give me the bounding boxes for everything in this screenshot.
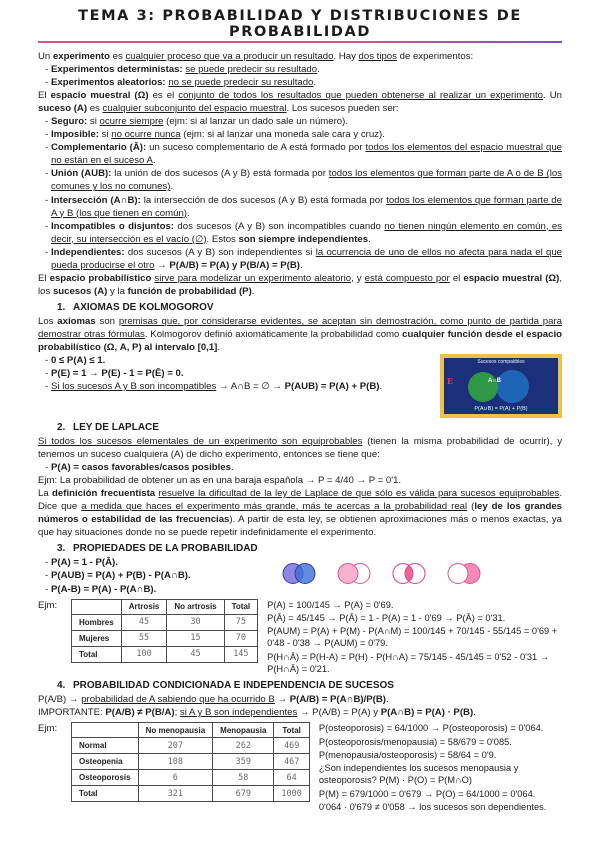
venn-intersection-filled-icon [387, 559, 431, 588]
bullet-marker: - [45, 557, 49, 569]
venn-left-filled-icon [332, 559, 376, 588]
menopausia-table [71, 722, 310, 802]
table-header-cell: Menopausia [213, 723, 274, 738]
result-line: P(A) = 100/145 → P(A) = 0'69. [267, 599, 394, 610]
bullet-text: Seguro: si ocurre siempre (ejm: si al lanzar un dado sale un número). [51, 116, 349, 128]
table-cell: 30 [167, 614, 224, 630]
table-row [72, 754, 310, 770]
paragraph-axiomas: Los axiomas son premisas que, por considerarse evidentes, se aceptan sin demostración, como punto de partida para demostrar otras fórmulas. Kolmogorov definió axiomáticamente la probabilidad como cualquier función desde el espacio probabilístico (Ω, A, P) al intervalo [0,1]. [38, 315, 563, 353]
result-line: 0'064 · 0'679 ≠ 0'058 → los sucesos son dependientes. [318, 801, 547, 812]
bullet-deterministas [38, 63, 562, 76]
table-header-cell [72, 723, 139, 738]
bullet-complementario [38, 141, 562, 167]
bullet-union [38, 167, 562, 193]
example-results [319, 722, 562, 814]
table-cell: 45 [167, 646, 224, 662]
table-cell: 679 [213, 786, 274, 802]
venn-union-filled-icon [277, 559, 321, 588]
bullet-axiom-1 [38, 354, 430, 367]
properties-list [38, 556, 263, 595]
bullet-property-3 [38, 583, 263, 596]
bullet-marker: - [45, 194, 49, 206]
bullet-aleatorios [38, 76, 562, 89]
bullet-property-1 [38, 556, 263, 569]
paragraph-espacio-probabilistico: El espacio probabilístico sirve para modelizar un experimento aleatorio, y está compuesto por el espacio muestral (Ω), los sucesos (A) y la función de probabilidad (P). [38, 272, 562, 297]
bullet-laplace-formula [38, 461, 562, 474]
section-title: AXIOMAS DE KOLMOGOROV [73, 301, 214, 313]
row-label: Osteoporosis [72, 770, 139, 786]
bullet-text: 0 ≤ P(A) ≤ 1. [51, 355, 106, 367]
figure-caption: Sucesos compatibles [477, 359, 525, 366]
bullet-text: Imposible: si no ocurre nunca (ejm: si al lanzar una moneda sale cara y cruz). [51, 129, 385, 141]
section-title: PROBABILIDAD CONDICIONADA E INDEPENDENCIA DE SUCESOS [73, 680, 394, 692]
table-cell: 100 [121, 646, 167, 662]
table-cell: 469 [274, 738, 309, 754]
bullet-imposible [38, 128, 562, 141]
table-row [72, 630, 258, 646]
table-cell: 207 [138, 738, 213, 754]
result-line: P(osteoporosis) = 64/1000 → P(osteoporosis) = 0'064. [318, 723, 544, 734]
table-cell: 359 [213, 754, 274, 770]
table-row [72, 614, 258, 630]
artrosis-table [71, 599, 258, 663]
result-line: P(menopausia/osteoporosis) = 58/64 = 0'9. [318, 749, 497, 760]
table-header-cell: Total [224, 599, 258, 614]
result-line: P(AUM) = P(A) + P(M) - P(A∩M) = 100/145 + 70/145 - 55/145 = 0'69 + 0'48 - 0'38 → P(AUM) = 0'79. [267, 626, 558, 649]
table-row [72, 646, 258, 662]
table-cell: 467 [274, 754, 309, 770]
table-header-cell: No menopausia [138, 723, 213, 738]
kolmogorov-venn-figure [440, 354, 562, 418]
bullet-marker: - [45, 570, 49, 582]
section-heading-laplace [38, 421, 562, 434]
bullet-marker: - [45, 129, 49, 141]
bullet-marker: - [45, 168, 49, 180]
venn-right-filled-icon [442, 559, 486, 588]
bullet-text: Si los sucesos A y B son incompatibles → A∩B = ∅ → P(AUB) = P(A) + P(B). [51, 381, 383, 393]
set-a-circle [468, 372, 498, 402]
example-artrosis [38, 599, 562, 677]
venn-panel [444, 358, 558, 414]
section-number: 4. [57, 680, 66, 692]
page-title: TEMA 3: PROBABILIDAD Y DISTRIBUCIONES DE PROBABILIDAD [38, 8, 562, 43]
section-title: LEY DE LAPLACE [73, 422, 159, 434]
bullet-marker: - [45, 77, 49, 89]
paragraph-condicionada: P(A/B) → probabilidad de A sabiendo que ha ocurrido B → P(A/B) = P(A∩B)/P(B). [38, 694, 389, 706]
bullet-marker: - [45, 381, 49, 393]
table-cell: 55 [121, 630, 167, 646]
table-cell: 1000 [274, 786, 309, 802]
row-label: Normal [72, 738, 139, 754]
result-line: P(H∩Ā) = P(H-A) = P(H) - P(H∩A) = 75/145 - 45/145 = 0'52 - 0'31 → P(H∩Ā) = 0'21. [267, 651, 550, 674]
bullet-text: P(A) = 1 - P(Ā). [51, 557, 118, 569]
bullet-marker: - [45, 64, 49, 76]
bullet-independientes [38, 246, 562, 272]
example-label: Ejm: [38, 599, 58, 611]
result-line: P(osteoporosis/menopausia) = 58/679 = 0'085. [318, 736, 512, 747]
table-row [72, 770, 310, 786]
bullet-text: Unión (AUB): la unión de dos sucesos (A y B) está formada por todos los elementos que forman parte de A o de B (los comunes y los no comunes). [51, 168, 562, 193]
section-heading-axiomas [38, 301, 562, 314]
bullet-text: P(A) = casos favorables/casos posibles. [51, 462, 234, 474]
section-number: 2. [57, 422, 66, 434]
result-line: P(M) = 679/1000 = 0'679 → P(O) = 64/1000 = 0'064. [318, 788, 536, 799]
bullet-seguro [38, 115, 562, 128]
axioms-row [38, 354, 562, 418]
bullet-marker: - [45, 462, 49, 474]
paragraph-espacio-muestral: El espacio muestral (Ω) es el conjunto de todos los resultados que pueden obtenerse al realizar un experimento. Un suceso (A) es cualquier subconjunto del espacio muestral. Los sucesos pueden ser: [38, 90, 562, 115]
paragraph-importante: IMPORTANTE: P(A/B) ≠ P(B/A); si A y B son independientes → P(A/B) = P(A) y P(A∩B) = P(A) · P(B). [38, 707, 476, 719]
union-formula: P(A∪B) = P(A) + P(B) [474, 406, 528, 413]
paragraph-experimento: Un experimento es cualquier proceso que va a producir un resultado. Hay dos tipos de experimentos: [38, 51, 474, 62]
row-label: Hombres [72, 614, 122, 630]
table-header-cell: No artrosis [167, 599, 224, 614]
row-label: Total [72, 786, 139, 802]
table-cell: 70 [224, 630, 258, 646]
table-cell: 45 [121, 614, 167, 630]
row-label: Total [72, 646, 122, 662]
table-header-row [72, 599, 258, 614]
bullet-text: Independientes: dos sucesos (A y B) son independientes si la ocurrencia de uno de ellos no afecta para nada el que pueda producirse el otro → P(A/B) = P(A) y P(B/A) = P(B). [51, 246, 562, 271]
bullet-marker: - [45, 220, 49, 232]
bullet-text: Experimentos aleatorios: no se puede predecir su resultado. [51, 77, 317, 89]
table-cell: 58 [213, 770, 274, 786]
axioms-list [38, 354, 430, 393]
paragraph-frecuentista: La definición frecuentista resuelve la dificultad de la ley de Laplace de que sólo es válida para sucesos equiprobables. Dice que a medida que haces el experimento más grande, más te acercas a la probabilidad real (ley de los grandes números o estabilidad de las frecuencias). A partir de esta ley, se obtienen aproximaciones más o menos exactas, ya que hay situaciones donde no se puede repetir indefinidamente el experimento. [38, 488, 563, 539]
table-row [72, 738, 310, 754]
table-cell: 262 [213, 738, 274, 754]
bullet-marker: - [45, 355, 49, 367]
table-row [72, 786, 310, 802]
row-label: Osteopenia [72, 754, 139, 770]
section-number: 3. [57, 543, 66, 555]
bullet-marker: - [45, 368, 49, 380]
venn-stamps-row [277, 556, 486, 588]
bullet-text: P(AUB) = P(A) + P(B) - P(A∩B). [51, 570, 191, 582]
bullet-marker: - [45, 142, 49, 154]
bullet-axiom-3 [38, 380, 430, 393]
bullet-marker: - [45, 583, 49, 595]
example-label: Ejm: [38, 723, 58, 735]
table-cell: 75 [224, 614, 258, 630]
properties-row [38, 556, 562, 595]
bullet-marker: - [45, 116, 49, 128]
bullet-text: Incompatibles o disjuntos: dos sucesos (A y B) son incompatibles cuando no tienen ningún elemento en común, es decir, su intersección es el vacío (∅). Estos son siempre independientes. [51, 220, 563, 245]
bullet-text: Intersección (A∩B): la intersección de dos sucesos (A y B) está formada por todos los elementos que forman parte de A y B (los que tienen en común). [51, 194, 562, 219]
table-cell: 6 [138, 770, 213, 786]
bullet-text: P(A-B) = P(A) - P(A∩B). [51, 583, 157, 595]
example-results [267, 599, 562, 677]
section-number: 1. [57, 301, 66, 313]
bullet-marker: - [45, 246, 49, 258]
bullet-text: P(E) = 1 → P(E) - 1 = P(Ē) = 0. [51, 368, 184, 380]
paragraph-ejemplo-laplace: Ejm: La probabilidad de obtener un as en una baraja española → P = 4/40 → P = 0'1. [38, 475, 402, 487]
section-heading-condicionada [38, 679, 562, 692]
table-header-cell: Total [274, 723, 309, 738]
table-cell: 15 [167, 630, 224, 646]
section-title: PROPIEDADES DE LA PROBABILIDAD [73, 543, 258, 555]
example-menopausia [38, 722, 562, 814]
bullet-incompatibles [38, 220, 562, 246]
table-cell: 321 [138, 786, 213, 802]
table-cell: 64 [274, 770, 309, 786]
sample-space-label: E [447, 376, 454, 387]
bullet-text: Experimentos deterministas: se puede predecir su resultado. [51, 64, 320, 76]
section-heading-propiedades [38, 542, 562, 555]
table-header-row [72, 723, 310, 738]
bullet-interseccion [38, 194, 562, 220]
bullet-text: Complementario (Ā): un suceso complementario de A está formado por todos los elementos del espacio muestral que no están en el suceso A. [51, 142, 563, 167]
intersection-label: A∩B [488, 378, 501, 385]
paragraph-laplace: Si todos los sucesos elementales de un experimento son equiprobables (tienen la misma probabilidad de ocurrir), y tenemos un suceso cualquiera (A) de dicho experimento, entonces se tiene que: [38, 436, 562, 461]
result-line: P(Ā) = 45/145 → P(Ā) = 1 - P(A) = 1 - 0'69 → P(Ā) = 0'31. [267, 612, 506, 623]
table-cell: 108 [138, 754, 213, 770]
row-label: Mujeres [72, 630, 122, 646]
set-b-circle [496, 370, 529, 403]
bullet-axiom-2 [38, 367, 430, 380]
table-header-cell [72, 599, 122, 614]
table-cell: 145 [224, 646, 258, 662]
bullet-property-2 [38, 569, 263, 582]
title-band [38, 8, 562, 43]
table-header-cell: Artrosis [121, 599, 167, 614]
result-line: ¿Son independientes los sucesos menopausia y osteoporosis? P(M) · P(O) = P(M∩O) [318, 763, 519, 786]
